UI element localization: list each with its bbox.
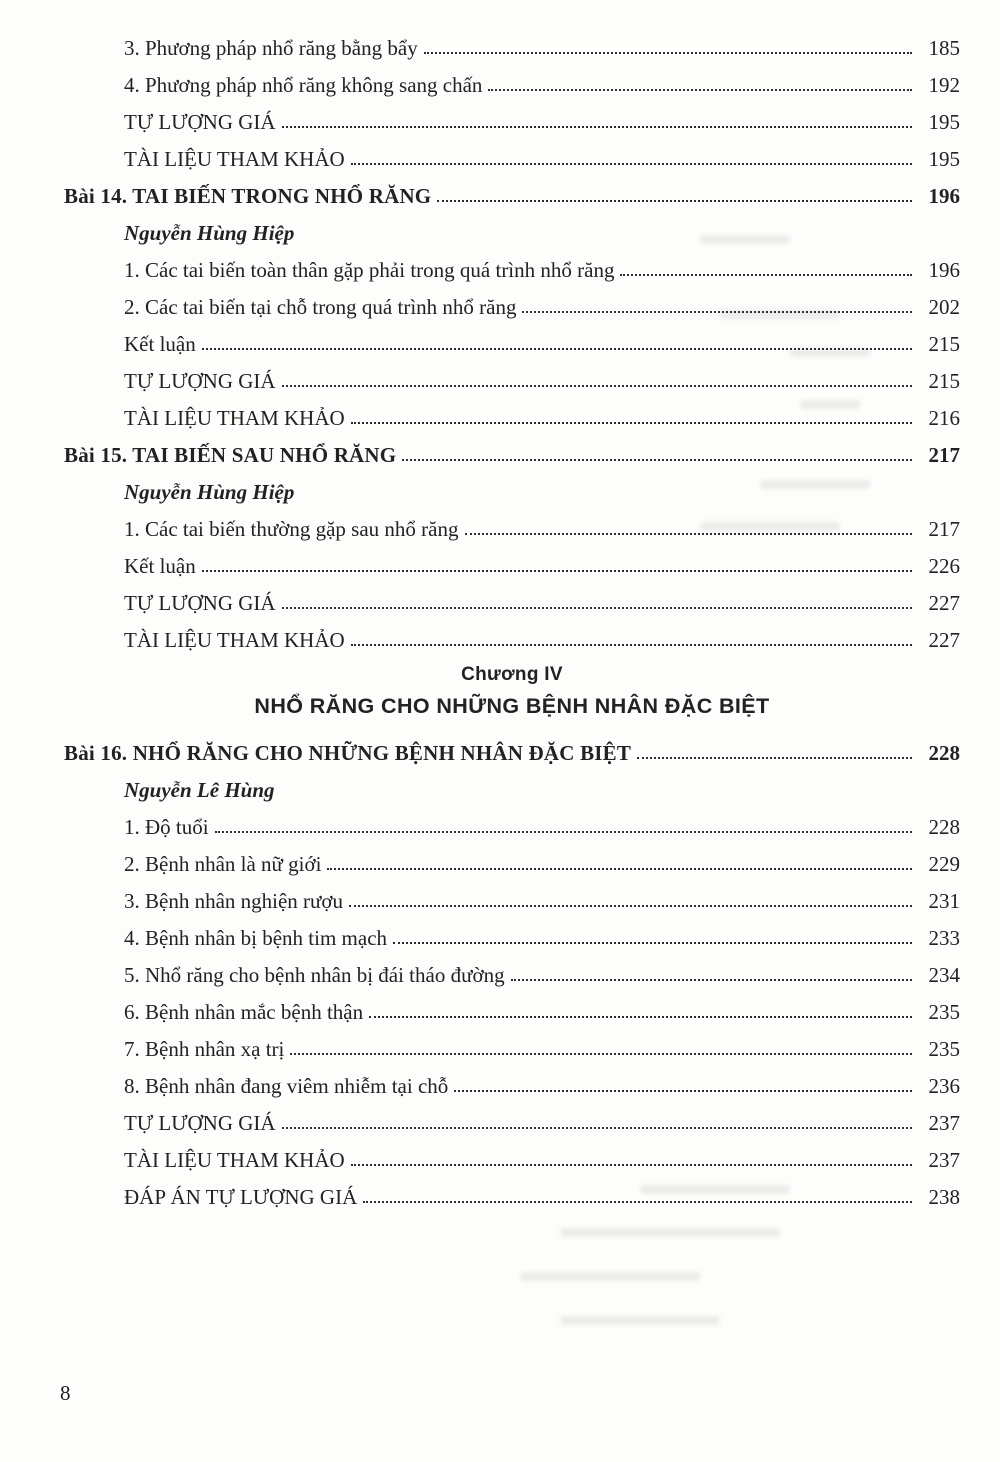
toc-entry-page: 231 (928, 889, 960, 913)
toc-entry-page: 237 (928, 1111, 960, 1135)
toc-entry-label: 1. Độ tuổi (124, 815, 209, 839)
toc-entry-page: 185 (928, 36, 960, 60)
toc-item-entry (64, 1136, 960, 1173)
toc-entry-label: Kết luận (124, 332, 196, 356)
toc-item-entry (64, 914, 960, 951)
chapter-heading (64, 653, 960, 729)
toc-section-entry (64, 172, 960, 209)
dotted-leader (202, 348, 912, 350)
toc-entry-label: 1. Các tai biến toàn thân gặp phải trong quá trình nhổ răng (124, 258, 615, 282)
toc-item-entry (64, 98, 960, 135)
toc-entry-page: 235 (928, 1037, 960, 1061)
toc-entry-page: 202 (928, 295, 960, 319)
toc-entry-label: 4. Bệnh nhân bị bệnh tim mạch (124, 926, 388, 950)
toc-entry-label: 2. Các tai biến tại chỗ trong quá trình nhổ răng (124, 295, 517, 319)
dotted-leader (454, 1090, 912, 1092)
toc-entry-label: Bài 16. NHỔ RĂNG CHO NHỮNG BỆNH NHÂN ĐẶC BIỆT (64, 741, 632, 765)
toc-item-entry (64, 61, 960, 98)
dotted-leader (349, 905, 912, 907)
toc-entry-page: 227 (928, 591, 960, 615)
dotted-leader (363, 1201, 912, 1203)
dotted-leader (351, 1164, 912, 1166)
dotted-leader (282, 385, 912, 387)
toc-entry-page: 226 (928, 554, 960, 578)
page-number: 8 (60, 1381, 71, 1405)
dotted-leader (282, 607, 912, 609)
dotted-leader (488, 89, 912, 91)
toc-entry-label: 3. Bệnh nhân nghiện rượu (124, 889, 344, 913)
toc-entry-label: TỰ LƯỢNG GIÁ (124, 369, 276, 393)
toc-entry-label: 3. Phương pháp nhổ răng bằng bẩy (124, 36, 418, 60)
toc-item-entry (64, 1173, 960, 1210)
dotted-leader (511, 979, 912, 981)
dotted-leader (290, 1053, 912, 1055)
toc-entry-label: TÀI LIỆU THAM KHẢO (124, 628, 345, 652)
dotted-leader (327, 868, 912, 870)
author-name: Nguyễn Hùng Hiệp (124, 221, 295, 245)
toc-item-entry (64, 542, 960, 579)
dotted-leader (620, 274, 912, 276)
toc-entry-page: 217 (928, 517, 960, 541)
toc-item-entry (64, 951, 960, 988)
toc-section-entry (64, 431, 960, 468)
toc-item-entry (64, 357, 960, 394)
dotted-leader (369, 1016, 912, 1018)
toc-item-entry (64, 803, 960, 840)
dotted-leader (351, 422, 912, 424)
toc-entry-page: 215 (928, 332, 960, 356)
chapter-kicker: Chương IV (461, 664, 563, 685)
toc-entry-label: TỰ LƯỢNG GIÁ (124, 1111, 276, 1135)
toc-entry-page: 196 (928, 184, 960, 208)
toc-entry-page: 228 (928, 815, 960, 839)
toc-entry-page: 234 (928, 963, 960, 987)
print-bleed-artifact (560, 1316, 720, 1325)
toc-author (64, 468, 960, 505)
toc-entry-label: TỰ LƯỢNG GIÁ (124, 110, 276, 134)
dotted-leader (393, 942, 912, 944)
toc-entry-label: 1. Các tai biến thường gặp sau nhổ răng (124, 517, 459, 541)
toc-entry-page: 196 (928, 258, 960, 282)
toc-author (64, 209, 960, 246)
toc-entry-label: 2. Bệnh nhân là nữ giới (124, 852, 322, 876)
toc-item-entry (64, 1062, 960, 1099)
dotted-leader (637, 757, 912, 759)
chapter-title: NHỔ RĂNG CHO NHỮNG BỆNH NHÂN ĐẶC BIỆT (254, 694, 770, 718)
toc-item-entry (64, 840, 960, 877)
toc-item-entry (64, 877, 960, 914)
toc-entry-label: 7. Bệnh nhân xạ trị (124, 1037, 285, 1061)
dotted-leader (522, 311, 912, 313)
author-name: Nguyễn Lê Hùng (124, 778, 275, 802)
dotted-leader (351, 163, 912, 165)
toc-entry-page: 195 (928, 110, 960, 134)
toc-entry-page: 236 (928, 1074, 960, 1098)
toc-entry-page: 229 (928, 852, 960, 876)
toc-entry-page: 195 (928, 147, 960, 171)
toc-item-entry (64, 24, 960, 61)
toc-entry-label: 4. Phương pháp nhổ răng không sang chấn (124, 73, 483, 97)
toc-entry-label: 5. Nhổ răng cho bệnh nhân bị đái tháo đường (124, 963, 505, 987)
toc-entry-label: Kết luận (124, 554, 196, 578)
toc-item-entry (64, 616, 960, 653)
toc-entry-label: 6. Bệnh nhân mắc bệnh thận (124, 1000, 364, 1024)
toc-entry-page: 238 (928, 1185, 960, 1209)
dotted-leader (202, 570, 912, 572)
dotted-leader (402, 459, 912, 461)
dotted-leader (465, 533, 913, 535)
toc-item-entry (64, 1099, 960, 1136)
toc-item-entry (64, 283, 960, 320)
toc-entry-label: TÀI LIỆU THAM KHẢO (124, 1148, 345, 1172)
toc-entry-page: 215 (928, 369, 960, 393)
toc-entry-label: 8. Bệnh nhân đang viêm nhiễm tại chỗ (124, 1074, 449, 1098)
dotted-leader (424, 52, 912, 54)
toc-section-entry (64, 729, 960, 766)
toc-item-entry (64, 505, 960, 542)
toc-entry-label: ĐÁP ÁN TỰ LƯỢNG GIÁ (124, 1185, 358, 1209)
toc-item-entry (64, 135, 960, 172)
toc-entry-page: 216 (928, 406, 960, 430)
print-bleed-artifact (560, 1228, 780, 1237)
dotted-leader (437, 200, 912, 202)
toc-list (64, 24, 960, 1210)
dotted-leader (215, 831, 912, 833)
toc-entry-page: 233 (928, 926, 960, 950)
toc-entry-page: 192 (928, 73, 960, 97)
toc-item-entry (64, 320, 960, 357)
toc-entry-label: TÀI LIỆU THAM KHẢO (124, 147, 345, 171)
toc-item-entry (64, 988, 960, 1025)
toc-entry-page: 227 (928, 628, 960, 652)
toc-author (64, 766, 960, 803)
toc-item-entry (64, 1025, 960, 1062)
print-bleed-artifact (520, 1272, 700, 1281)
toc-entry-label: TỰ LƯỢNG GIÁ (124, 591, 276, 615)
toc-entry-label: TÀI LIỆU THAM KHẢO (124, 406, 345, 430)
dotted-leader (282, 1127, 912, 1129)
toc-entry-label: Bài 15. TAI BIẾN SAU NHỔ RĂNG (64, 443, 397, 467)
toc-entry-page: 228 (928, 741, 960, 765)
dotted-leader (282, 126, 912, 128)
author-name: Nguyễn Hùng Hiệp (124, 480, 295, 504)
toc-entry-page: 217 (928, 443, 960, 467)
toc-item-entry (64, 394, 960, 431)
dotted-leader (351, 644, 912, 646)
toc-item-entry (64, 246, 960, 283)
toc-entry-page: 237 (928, 1148, 960, 1172)
toc-item-entry (64, 579, 960, 616)
toc-entry-page: 235 (928, 1000, 960, 1024)
toc-entry-label: Bài 14. TAI BIẾN TRONG NHỔ RĂNG (64, 184, 432, 208)
